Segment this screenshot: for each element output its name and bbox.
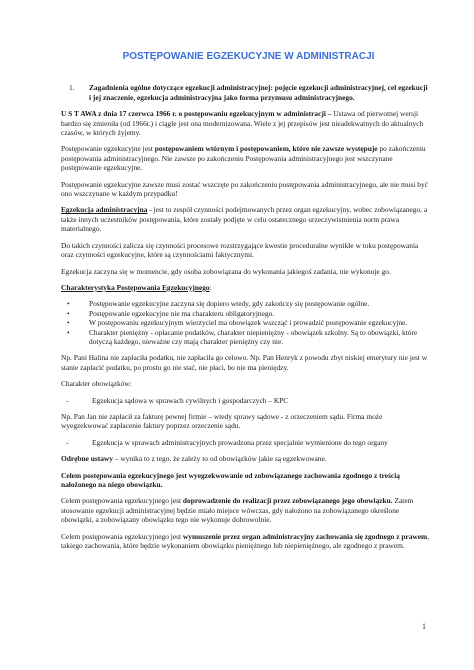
page-number: 1 [422,622,426,631]
list-item-text: Postępowanie egzekucyjne nie ma charakteru obligatoryjnego. [89,308,275,318]
list-item [61,299,430,308]
paragraph-wtorny [61,144,430,172]
paragraph-czynnosci: Do takich czynności zalicza się czynności procesowe rozstrzygające kwestie proceduralne wynikłe w toku postępowania oraz czynności egzekucyjne, które są czynnościami faktycznymi. [61,240,419,260]
list-item-text: W postępowaniu egzekucyjnym wierzyciel ma obowiązek wszcząć i prowadzić postępowanie egzekucyjne. [89,318,408,328]
cel-bold: Celem postępowania egzekucyjnego jest wyegzekwowanie od zobowiązanego zachowania zgodnego z treścią nałożonego na niego obowiązku. [61,470,400,489]
characteristics-heading [61,283,430,292]
paragraph-wymuszenie [61,532,430,551]
dop-text-b: Zatem stosowanie egzekucji administracyjnej będzie miało miejsce wówczas, gdy nałożono na zobowiązanego określone obowiązki, a zobowiązany obowiązku tego nie wykonuje dobrowolnie. [61,496,414,525]
wym-text-b: , takiego zachowania, które będzie wykonaniem obowiązku pieniężnego lub niepieniężnego, ale zgodnego z prawem. [61,531,430,551]
dop-bold: doprowadzenie do realizacji przez zobowiązanego jego obowiązku. [182,496,393,506]
dash-marker: - [66,437,69,447]
characteristics-heading-text: Charakterystyka Postępowania Egzekucyjnego [61,282,210,292]
characteristics-colon: : [209,282,212,292]
bullet-marker: • [67,318,70,328]
dop-text-a: Celem postępowania egzekucyjnego jest [61,496,183,506]
definition-term: Egzekucja administracyjna [61,205,148,215]
paragraph-musi: Postępowanie egzekucyjne zawsze musi zostać wszczęte po zakończeniu postępowania administracyjnego, ale nie musi być ono wszczynane w każdym przypadku! [61,179,428,199]
definition-text: - jest to zespół czynności podejmowanych przez organ egzekucyjny, wobec zobowiązanego, a także innych uczestników postępowania, które zostały podjęte w celu ostatecznego urzeczywistnienia norm prawa materialnego. [61,205,428,234]
odrebne-bold: Odrębne ustawy [61,454,113,464]
paragraph-definition [61,205,430,233]
document-title: POSTĘPOWANIE EGZEKUCYJNE W ADMINISTRACJI [122,51,375,62]
bullet-marker: • [67,327,70,337]
odrebne-text: – wynika to z tego, że zależy to od obowiązków jakie są egzekwowane. [112,454,327,464]
paragraph-doprowadzenie [61,496,430,524]
numbered-heading [61,83,430,102]
dash-item-1 [61,396,430,405]
wym-text-a: Celem postępowania egzekucyjnego jest [61,531,183,541]
wtorny-text-b: po zakończeniu postępowania administracyjnego. Nie zawsze po zakończeniu Postępowania administracyjnego jest wszczynane postępowanie egzekucyjne. [61,144,426,173]
wtorny-bold: postępowaniem wtórnym i postępowaniem, które nie zawsze występuje [154,144,378,154]
wtorny-text-a: Postępowanie egzekucyjne jest [61,144,155,154]
paragraph-zaczyna: Egzekucja zaczyna się w momencie, gdy osoba zobowiązana do wykonania jakiegoś zadania, nie wykonuje go. [61,266,391,276]
paragraph-ustawa [61,109,430,137]
wym-bold: wymuszenie przez organ administracyjny zachowania się zgodnego z prawem [182,531,428,541]
list-item [61,328,430,347]
list-item-text: Postępowanie egzekucyjne zaczyna się dopiero wtedy, gdy zakończy się postępowanie ogólne. [89,299,370,309]
paragraph-charakter: Charakter obowiązków: [61,379,132,389]
dash-marker: - [66,395,69,405]
paragraph-example-1: Np. Pani Halina nie zapłaciła podatku, nie zapłaciła go celowo. Np. Pan Henryk z powodu zbyt niskiej emerytury nie jest w stanie zapłacić podatku, po prostu go nie stać, nie płaci, bo nie ma pieniędzy. [61,353,428,372]
characteristics-list [61,299,430,346]
ustawa-bold: U S T AWA z dnia 17 czerwca 1966 r. o postępowaniu egzekucyjnym w administracji – [61,109,332,119]
ustawa-text: Ustawa od pierwotnej wersji bardzo się zmieniła (od 1966r.) i ciągle jest ona modernizowana. Wiele z jej przepisów jest nieadekwatnych do aktualnych czasów, w których żyjemy. [61,109,424,138]
list-item [61,318,430,327]
paragraph-odrebne [61,454,430,463]
dash-item-text: Egzekucja w sprawach administracyjnych prowadzona przez specjalnie wymienione do tego organy [92,437,388,447]
paragraph-cel [61,471,430,490]
heading-number: 1. [69,83,75,93]
bullet-marker: • [67,299,70,309]
heading-text: Zagadnienia ogólne dotyczące egzekucji administracyjnej: pojęcie egzekucji administracyjnej, cel egzekucji i jej znaczenie, egzekucja administracyjna jako forma przymusu administracyjnego. [89,83,428,102]
list-item [61,309,430,318]
list-item-text: Charakter pieniężny - opłacanie podatków, charakter niepieniężny - obowiązek szkolny. Są to obowiązki, które dotyczą każdego, nieważne czy mają charakter pieniężny czy nie. [89,327,418,346]
dash-item-2 [61,438,430,447]
dash-item-text: Egzekucja sądowa w sprawach cywilnych i gospodarczych – KPC [92,395,289,405]
bullet-marker: • [67,308,70,318]
paragraph-example-2: Np. Pan Jan nie zapłacił za fakturę pewnej firmie – wtedy sprawy sądowe - z orzeczeniem sądu. Firma może wyegzekwować zapłacenie faktury poprzez orzeczenie sądu. [61,411,383,431]
